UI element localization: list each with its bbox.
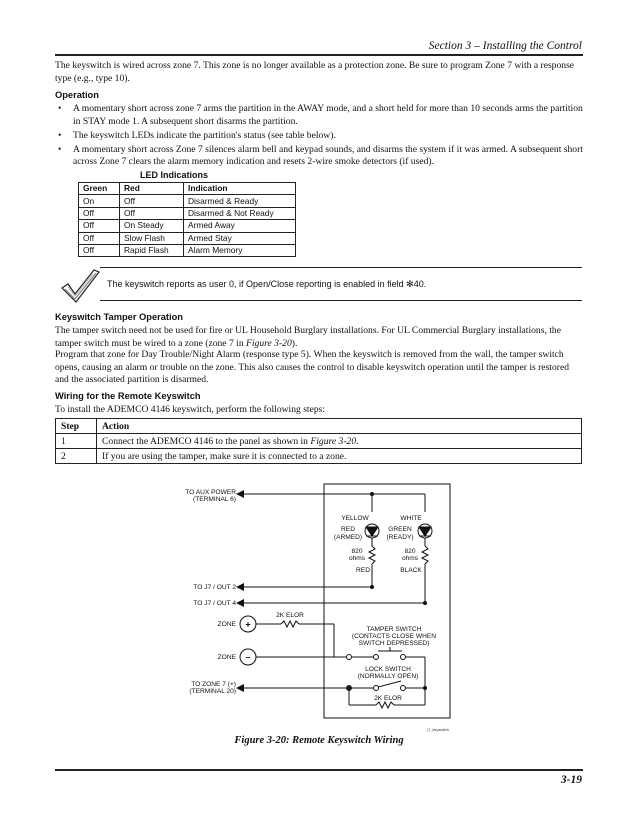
table-cell: Off [79,244,120,256]
led-table-title: LED Indications [140,170,209,180]
j7-out4-label: TO J7 / OUT 4 [193,600,236,607]
red-led-label: RED [341,526,355,533]
step-text: If you are using the tamper, make sure it is connected to a zone. [102,450,347,462]
table-cell: 1 [56,434,97,449]
black-wire-label: BLACK [400,567,422,574]
tamper-text-a: The tamper switch need not be used for fire or UL Household Burglary installations. For UL Commercial Burglary installations, the tamper switch must be wired to a zone (zone 7 in [55,325,561,349]
tamper-switch-label: TAMPER SWITCH [366,626,422,633]
figure-reference: Figure 3-20 [246,337,292,349]
column-header: Green [79,183,120,195]
red-led-icon [365,524,379,538]
table-cell: Rapid Flash [120,244,184,256]
tamper-heading: Keyswitch Tamper Operation [55,312,183,322]
resistor-icon [281,621,299,627]
j7-out2-label: TO J7 / OUT 2 [193,584,236,591]
green-led-icon [418,524,432,538]
zone7-label: TO ZONE 7 (+) [191,681,236,688]
plus-symbol: + [245,619,251,630]
table-cell: Off [120,195,184,207]
aux-power-terminal-label: (TERMINAL 6) [193,496,236,503]
white-wire-label: WHITE [400,515,422,522]
lock-switch-label: LOCK SWITCH [365,666,411,673]
list-item: • A momentary short across Zone 7 silences alarm bell and keypad sounds, and disarms the system if it was armed. A subsequent short across Zone 7 clears the alarm memory indication and resets 2-wire smoke detectors (if used). [55,144,585,169]
table-cell: Armed Stay [184,232,296,244]
column-header: Action [97,419,582,434]
table-cell: On [79,195,120,207]
step-text-end: . [356,435,359,447]
table-cell: Armed Away [184,220,296,232]
resistor-icon [376,702,394,708]
list-item: • A momentary short across zone 7 arms the partition in the AWAY mode, and a short held for more than 10 seconds arms the partition in STAY mode 1. A subsequent short disarms the partition. [55,103,585,128]
figure-caption: Figure 3-20: Remote Keyswitch Wiring [234,735,404,746]
table-cell: Off [79,220,120,232]
elor-label: 2K ELOR [276,612,304,619]
table-cell: Off [79,207,120,219]
aux-power-label: TO AUX POWER [185,489,236,496]
intro-paragraph: The keyswitch is wired across zone 7. This zone is no longer available as a protection zone. Be sure to program Zone 7 with a response type (e.g., type 10). [55,60,575,84]
zone7-terminal-label: (TERMINAL 20) [189,688,236,695]
footer-rule [55,769,583,771]
resistor-value: 820 [404,548,416,555]
table-cell: Alarm Memory [184,244,296,256]
yellow-wire-label: YELLOW [341,515,369,522]
red-wire-label: RED [356,567,370,574]
list-item: • The keyswitch LEDs indicate the partition's status (see table below). [55,130,585,143]
table-cell: Disarmed & Ready [184,195,296,207]
operation-heading: Operation [55,90,99,100]
tamper-switch-desc: (CONTACTS CLOSE WHEN [351,633,437,640]
tamper-switch-desc-2: SWITCH DEPRESSED) [358,640,430,647]
column-header: Step [56,419,97,434]
ready-label: (READY) [386,534,414,541]
resistor-value: 820 [351,548,363,555]
tamper-text-b: ). [291,337,298,349]
column-header: Red [120,183,184,195]
table-cell: 2 [56,449,97,464]
step-text: Connect the ADEMCO 4146 to the panel as shown in [102,435,311,447]
figure-tag: j7_keyswitch [427,728,449,732]
table-cell: Off [79,232,120,244]
minus-symbol: – [245,652,251,662]
tamper-paragraph-2: Program that zone for Day Trouble/Night Alarm (response type 5). When the keyswitch is removed from the wall, the tamper switch opens, causing an alarm or trouble on the zone. This also causes the control to disable keyswitch operation until the tamper is restored and the associated partition is disarmed. [55,349,570,385]
page-number: 3-19 [560,774,582,786]
wiring-heading: Wiring for the Remote Keyswitch [55,391,201,401]
table-cell: Slow Flash [120,232,184,244]
zone-plus-label: ZONE [217,621,236,628]
figure-reference: Figure 3-20 [310,435,357,447]
resistor-unit: ohms [348,555,366,562]
resistor-unit: ohms [401,555,419,562]
note-text: The keyswitch reports as user 0, if Open/Close reporting is enabled in field ✻40. [107,279,427,289]
green-led-label: GREEN [388,526,412,533]
lock-switch-desc: (NORMALLY OPEN) [357,673,419,680]
wiring-intro: To install the ADEMCO 4146 keyswitch, perform the following steps: [55,404,326,415]
elor-label: 2K ELOR [374,695,402,702]
table-cell: Off [120,207,184,219]
zone-minus-label: ZONE [217,654,236,661]
column-header: Indication [184,183,296,195]
armed-label: (ARMED) [333,534,363,541]
resistor-icon [369,546,375,564]
resistor-icon [422,546,428,564]
section-title: Section 3 – Installing the Control [428,40,582,52]
table-cell: On Steady [120,220,184,232]
table-cell: Disarmed & Not Ready [184,207,296,219]
